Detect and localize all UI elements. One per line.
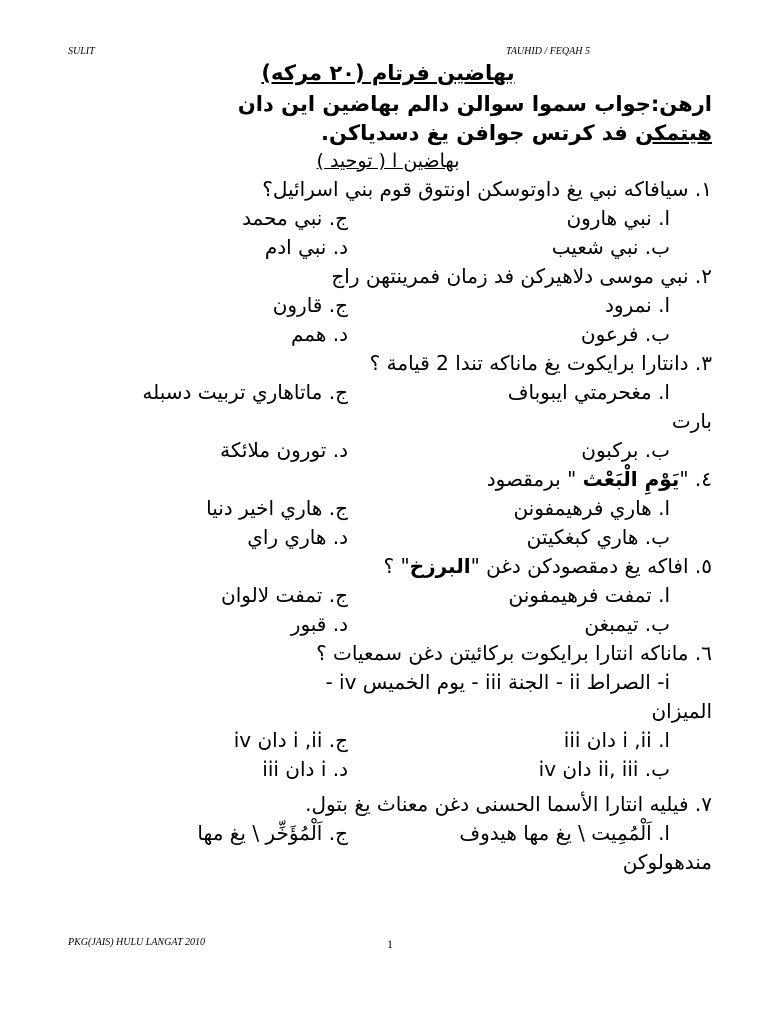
question-5-prefix: ٥. افاكه يغ دمقصودكن دغن " [470, 554, 712, 578]
option: ا. تمفت فرهيمفونن [508, 583, 670, 607]
question-2: ٢. نبي موسى دلاهيركن فد زمان فمرينتهن راج [331, 264, 712, 288]
question-1-options-row-2 [64, 233, 712, 262]
option: ج. هاري اخير دنيا [206, 496, 348, 520]
question-2-options-row-1 [64, 291, 712, 320]
option: ا. نمرود [605, 293, 670, 317]
question-1-options-row-1 [64, 204, 712, 233]
question-5-suffix: " ؟ [383, 554, 410, 578]
option: د. نبي ادم [264, 235, 348, 259]
option: ب. فرعون [580, 322, 670, 346]
question-7-options-row-1 [64, 819, 712, 848]
option: ا. اَلْمُمِيت \ يغ مها هيدوف [459, 821, 670, 845]
question-4-suffix: " برمقصود [486, 467, 583, 491]
page-number: 1 [387, 937, 393, 951]
question-7-option-continuation: مندهولوكن [622, 850, 712, 874]
question-4-prefix: ٤. " [679, 467, 712, 491]
question-7: ٧. فيليه انتارا الأسما الحسنى دغن معناث يغ بتول. [305, 792, 712, 816]
question-3-option-continuation: بارت [671, 409, 712, 433]
option: ا. مغحرمتي ايبوباف [507, 380, 670, 404]
question-6-options-row-2 [64, 755, 712, 784]
question-5 [64, 552, 712, 581]
option: د. تورون ملائكة [220, 438, 348, 462]
option: ج. ماتاهاري تربيت دسبله [142, 380, 348, 404]
option: د. قبور [290, 612, 348, 636]
option: ب. ii, iii دان iv [538, 757, 670, 781]
option: ا. هاري فرهيمفونن [513, 496, 670, 520]
option: د. همم [290, 322, 348, 346]
footer-left: PKG(JAIS) HULU LANGAT 2010 [68, 937, 205, 948]
section-label: بهاضين ا ( توحيد ) [316, 150, 460, 172]
question-4 [64, 465, 712, 494]
question-4-options-row-1 [64, 494, 712, 523]
option: ب. تيمبغن [584, 612, 670, 636]
header-right: TAUHID / FEQAH 5 [506, 46, 590, 57]
option: د. هاري راي [247, 525, 348, 549]
instruction-line-2 [64, 119, 712, 148]
option: ب. بركبون [581, 438, 670, 462]
option: ج. نبي محمد [242, 206, 348, 230]
exam-content [64, 56, 712, 877]
option: ج. i ,ii دان iv [233, 728, 348, 752]
option: ب. هاري كبغكيتن [526, 525, 670, 549]
question-2-options-row-2 [64, 320, 712, 349]
question-3: ٣. دانتارا برايكوت يغ ماناكه تندا 2 قيامة ؟ [369, 351, 712, 375]
question-5-options-row-1 [64, 581, 712, 610]
header-left: SULIT [68, 46, 95, 57]
option: ج. اَلْمُؤَخِّر \ يغ مها [197, 821, 348, 845]
option: ج. قارون [272, 293, 348, 317]
question-4-term: يَوْمِ الْبَعْث [582, 467, 680, 491]
option: ا. i ,ii دان iii [563, 728, 670, 752]
question-5-term: البرزخ [409, 554, 471, 578]
section-heading [64, 148, 712, 175]
option: د. i دان iii [262, 757, 348, 781]
instruction-rest: فد كرتس جوافن يغ دسدياكن. [321, 121, 636, 145]
question-1: ١. سيافاكه نبي يغ داوتوسكن اونتوق قوم بني اسرائيل؟ [262, 177, 712, 201]
page-title: بهاضين فرتام (٢٠ مركه) [261, 61, 515, 85]
option: ا. نبي هارون [566, 206, 670, 230]
question-6: ٦. ماناكه انتارا برايكوت بركائيتن دغن سمعيات ؟ [316, 641, 712, 665]
question-5-options-row-2 [64, 610, 712, 639]
question-6-items-continuation: الميزان [651, 699, 712, 723]
instruction-underlined: هيتمكن [635, 121, 712, 145]
question-3-options-row-1 [64, 378, 712, 407]
question-4-options-row-2 [64, 523, 712, 552]
option: ج. تمفت لالوان [221, 583, 348, 607]
question-6-options-row-1 [64, 726, 712, 755]
question-3-options-row-2 [64, 436, 712, 465]
question-6-items: i- الصراط ii - الجنة iii - يوم الخميس iv - [325, 670, 670, 694]
option: ب. نبي شعيب [551, 235, 670, 259]
instruction-line-1: ارهن:جواب سموا سوالن دالم بهاضين اين دان [237, 92, 712, 116]
